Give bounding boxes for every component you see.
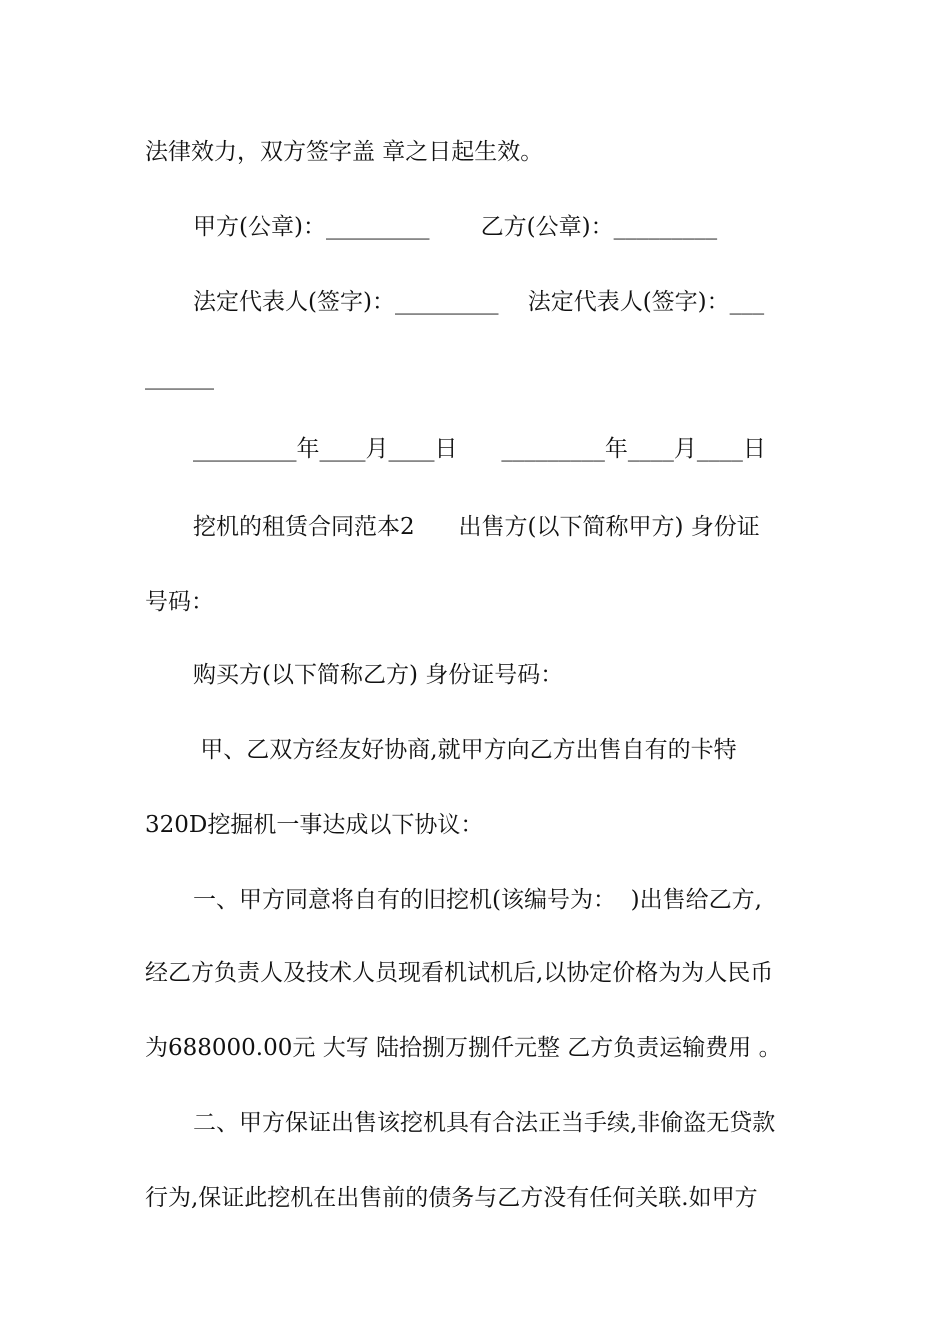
clause-1-line-2: 经乙方负责人及技术人员现看机试机后,以协定价格为为人民币 — [145, 960, 774, 986]
clause-1-line-3: 为688000.00元 大写 陆拾捌万捌仟元整 乙方负责运输费用 。 — [145, 1035, 782, 1061]
text-line-id-number: 号码： — [145, 589, 214, 615]
section-heading: 挖机的租赁合同范本2 出售方(以下简称甲方) 身份证 — [193, 514, 760, 540]
signature-line-continuation: ______ — [145, 364, 214, 390]
clause-1-line-1: 一、甲方同意将自有的旧挖机(该编号为： )出售给乙方, — [193, 887, 762, 913]
signature-line-representative: 法定代表人(签字)：_________ 法定代表人(签字)：___ — [193, 289, 765, 315]
text-line-1: 法律效力，双方签字盖 章之日起生效。 — [145, 139, 544, 165]
text-line-agreement: 甲、乙双方经友好协商,就甲方向乙方出售自有的卡特 — [193, 737, 737, 763]
clause-2-line-1: 二、甲方保证出售该挖机具有合法正当手续,非偷盗无贷款 — [193, 1110, 776, 1136]
clause-2-line-2: 行为,保证此挖机在出售前的债务与乙方没有任何关联.如甲方 — [145, 1185, 758, 1211]
text-line-buyer: 购买方(以下简称乙方) 身份证号码： — [193, 662, 564, 688]
date-line: _________年____月____日 _________年____月____日 — [193, 436, 766, 462]
text-line-agreement-cont: 320D挖掘机一事达成以下协议： — [145, 812, 484, 838]
signature-line-seal: 甲方(公章)：_________ 乙方(公章)：_________ — [193, 214, 718, 240]
